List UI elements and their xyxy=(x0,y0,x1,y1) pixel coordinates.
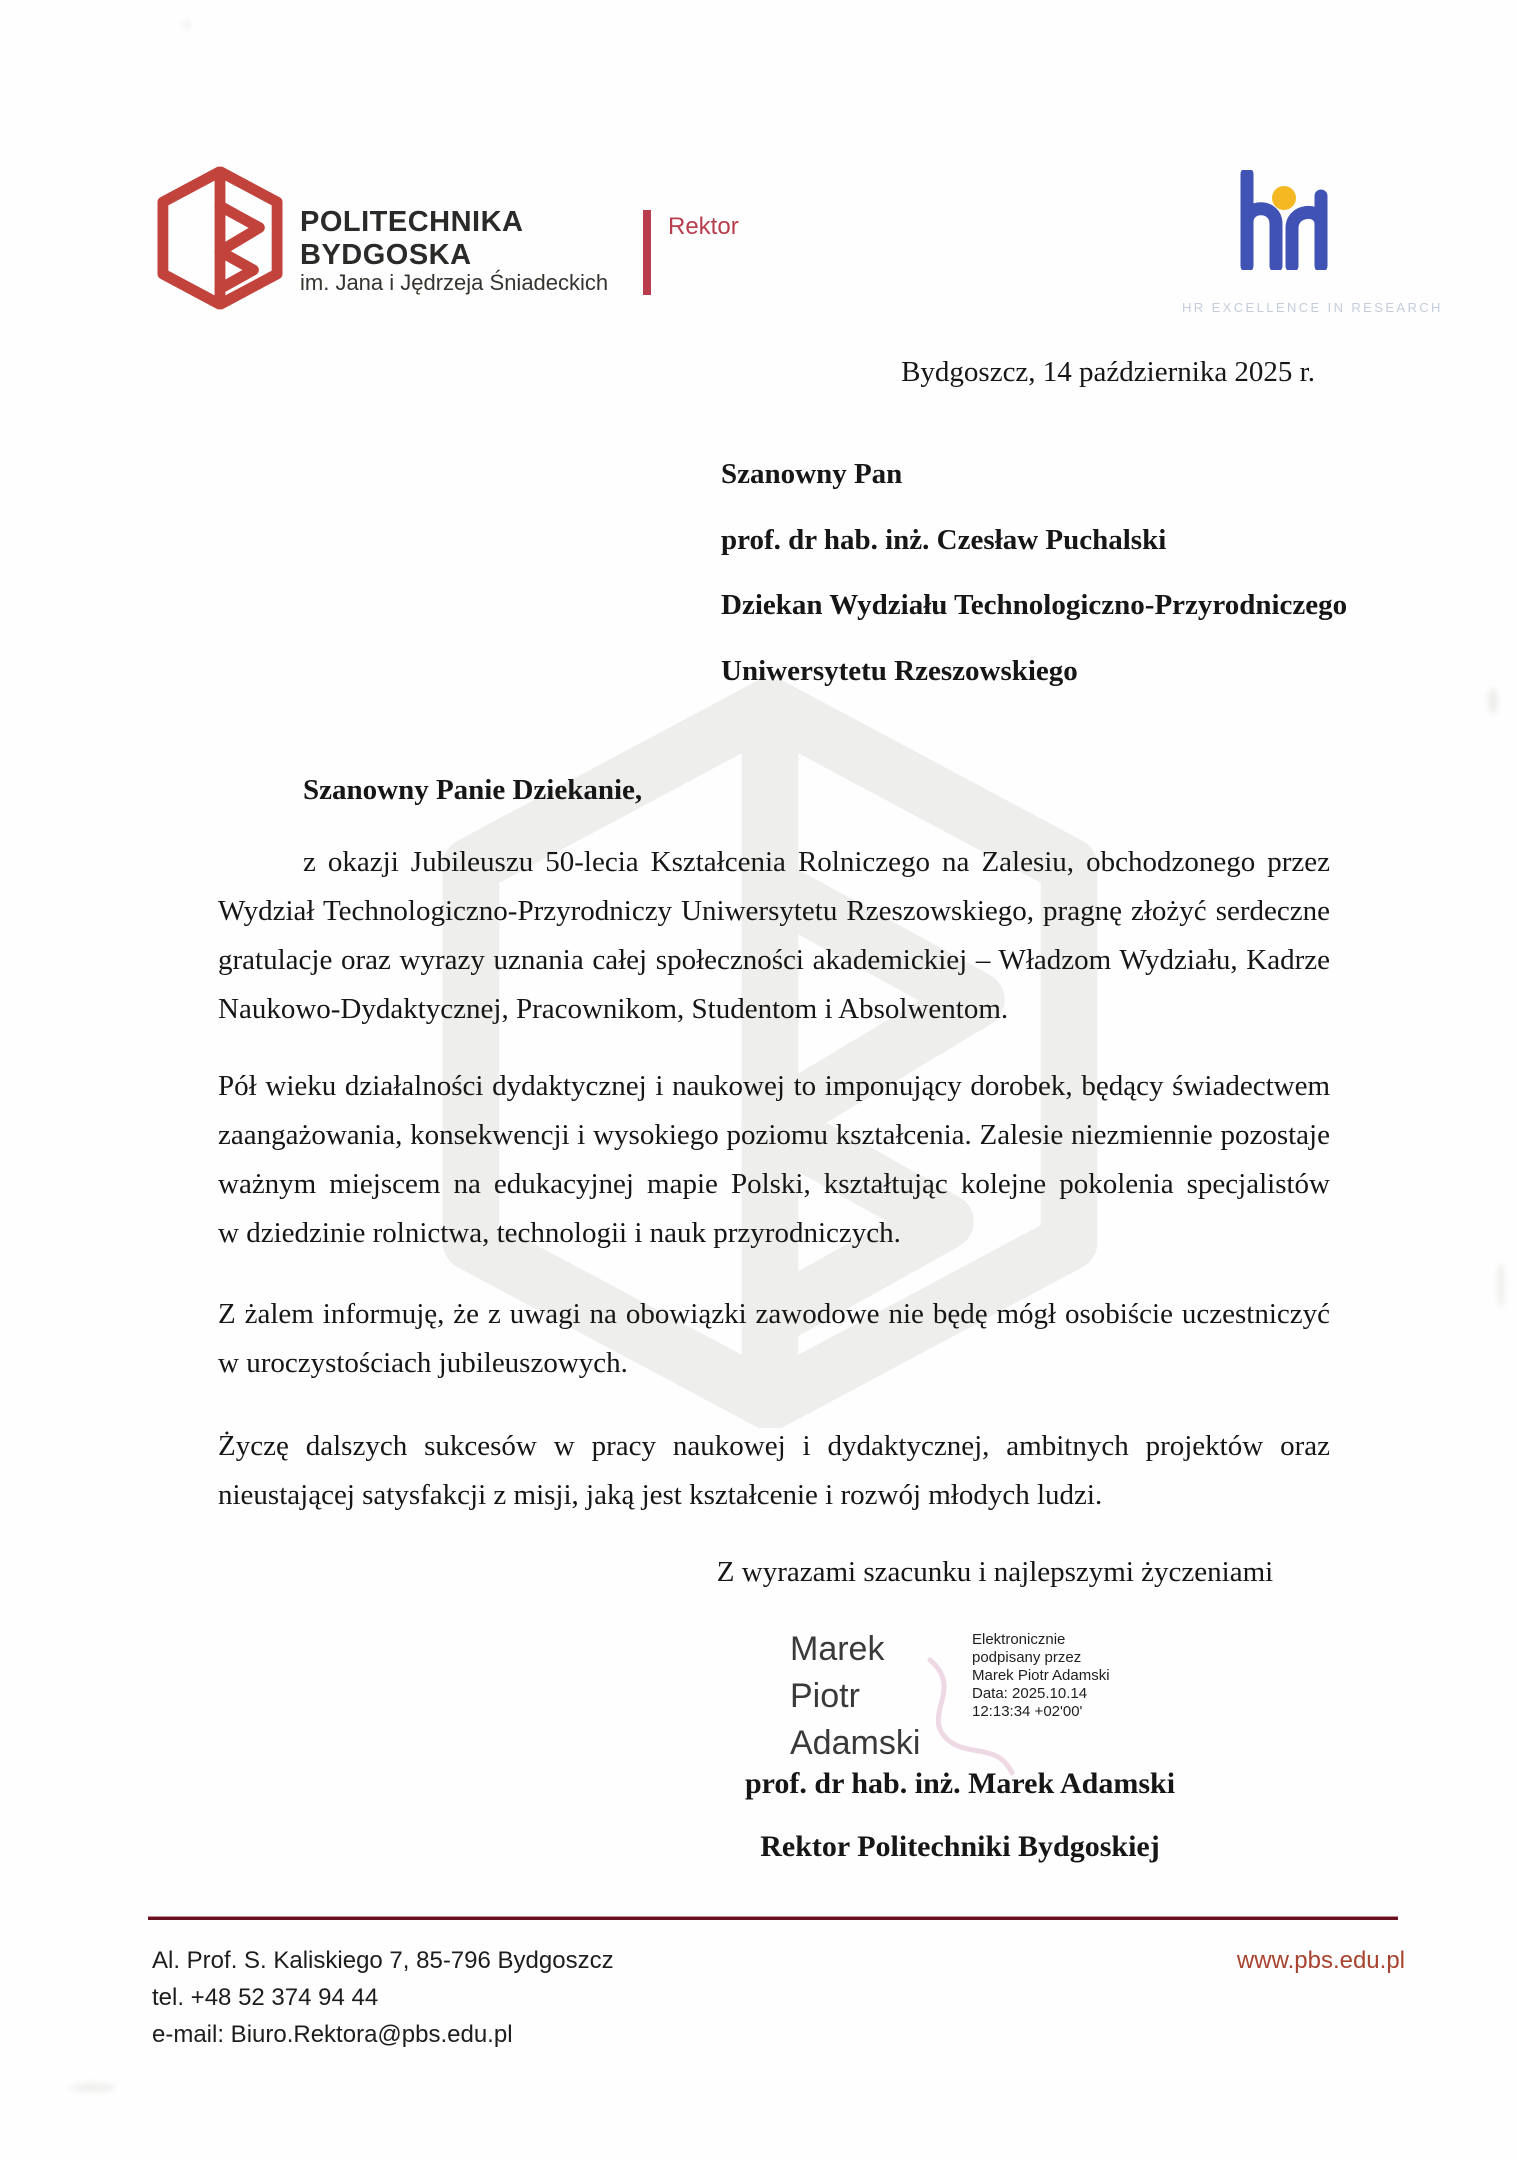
paragraph xyxy=(218,1290,1330,1388)
hr-excellence-caption: HR EXCELLENCE IN RESEARCH xyxy=(1182,300,1443,315)
text-line: Marek Piotr Adamski xyxy=(972,1667,1110,1684)
text-line: gratulacje oraz wyrazy uznania całej społeczności akademickiej – Władzom Wydziału, Kadrze xyxy=(218,944,1330,976)
text-line: Życzę dalszych sukcesów w pracy naukowej i dydaktycznej, ambitnych projektów oraz xyxy=(218,1430,1330,1462)
text-line: prof. dr hab. inż. Czesław Puchalski xyxy=(721,523,1167,556)
closing-line: Z wyrazami szacunku i najlepszymi życzeniami xyxy=(716,1556,1274,1588)
signer-title-line: prof. dr hab. inż. Marek Adamski xyxy=(744,1767,1176,1800)
university-logo-icon xyxy=(157,166,283,310)
text-line: Wydział Technologiczno-Przyrodniczy Uniwersytetu Rzeszowskiego, pragnę złożyć serdeczne xyxy=(218,895,1330,927)
footer-website: www.pbs.edu.pl xyxy=(1236,1947,1405,1974)
text-line: Al. Prof. S. Kaliskiego 7, 85-796 Bydgoszcz xyxy=(152,1947,614,1974)
letter-body xyxy=(218,838,1330,1538)
office-divider-bar xyxy=(643,210,651,295)
salutation: Szanowny Panie Dziekanie, xyxy=(303,774,643,806)
office-label: Rektor xyxy=(668,213,739,240)
university-name-line1: POLITECHNIKA xyxy=(300,206,524,238)
text-line: nieustającej satysfakcji z misji, jaką jest kształcenie i rozwój młodych ludzi. xyxy=(218,1479,1103,1511)
text-line: ważnym miejscem na edukacyjnej mapie Polski, kształtując kolejne pokolenia specjalistów xyxy=(218,1168,1330,1200)
digital-signature-details xyxy=(972,1631,1110,1721)
text-line: z okazji Jubileuszu 50-lecia Kształcenia Rolniczego na Zalesiu, obchodzonego przez xyxy=(303,846,1330,878)
text-line: w dziedzinie rolnictwa, technologii i nauk przyrodniczych. xyxy=(218,1217,901,1249)
text-line: zaangażowania, konsekwencji i wysokiego poziomu kształcenia. Zalesie niezmiennie pozostaje xyxy=(218,1119,1330,1151)
scan-smudge xyxy=(70,2083,116,2092)
text-line: Z żalem informuję, że z uwagi na obowiązki zawodowe nie będę mógł osobiście uczestniczyć xyxy=(218,1298,1330,1330)
university-name-line2: BYDGOSKA xyxy=(300,239,472,271)
university-patron: im. Jana i Jędrzeja Śniadeckich xyxy=(300,270,609,295)
university-name xyxy=(300,206,524,272)
digital-signature-name xyxy=(790,1626,920,1767)
text-line: Dziekan Wydziału Technologiczno-Przyrodniczego xyxy=(721,589,1348,621)
hr-excellence-logo-icon xyxy=(1238,170,1330,270)
text-line: Szanowny Pan xyxy=(721,458,903,490)
text-line: w uroczystościach jubileuszowych. xyxy=(218,1347,628,1379)
paragraph xyxy=(218,1422,1330,1520)
signer-role-line: Rektor Politechniki Bydgoskiej xyxy=(760,1830,1160,1863)
text-line: e-mail: Biuro.Rektora@pbs.edu.pl xyxy=(152,2021,513,2048)
footer-rule xyxy=(148,1916,1398,1920)
text-line: Pół wieku działalności dydaktycznej i naukowej to imponujący dorobek, będący świadectwem xyxy=(218,1070,1330,1102)
text-line: podpisany przez xyxy=(972,1649,1082,1666)
text-line: 12:13:34 +02'00' xyxy=(972,1703,1083,1720)
paragraph xyxy=(218,1062,1330,1258)
scan-smudge xyxy=(1488,688,1498,714)
text-line: Adamski xyxy=(790,1724,921,1762)
text-line: Naukowo-Dydaktycznej, Pracownikom, Studentom i Absolwentom. xyxy=(218,993,1009,1025)
scan-smudge xyxy=(1497,1262,1505,1308)
text-line: Uniwersytetu Rzeszowskiego xyxy=(721,654,1078,687)
paragraph xyxy=(218,838,1330,1034)
text-line: Marek xyxy=(790,1630,885,1668)
text-line: Elektronicznie xyxy=(972,1631,1066,1648)
recipient-block xyxy=(721,442,1347,704)
date-line: Bydgoszcz, 14 października 2025 r. xyxy=(901,356,1315,388)
text-line: tel. +48 52 374 94 44 xyxy=(152,1984,379,2011)
text-line: Data: 2025.10.14 xyxy=(972,1685,1088,1702)
text-line: Piotr xyxy=(790,1677,860,1715)
scan-smudge xyxy=(182,20,191,29)
footer-address-block xyxy=(152,1942,614,2053)
